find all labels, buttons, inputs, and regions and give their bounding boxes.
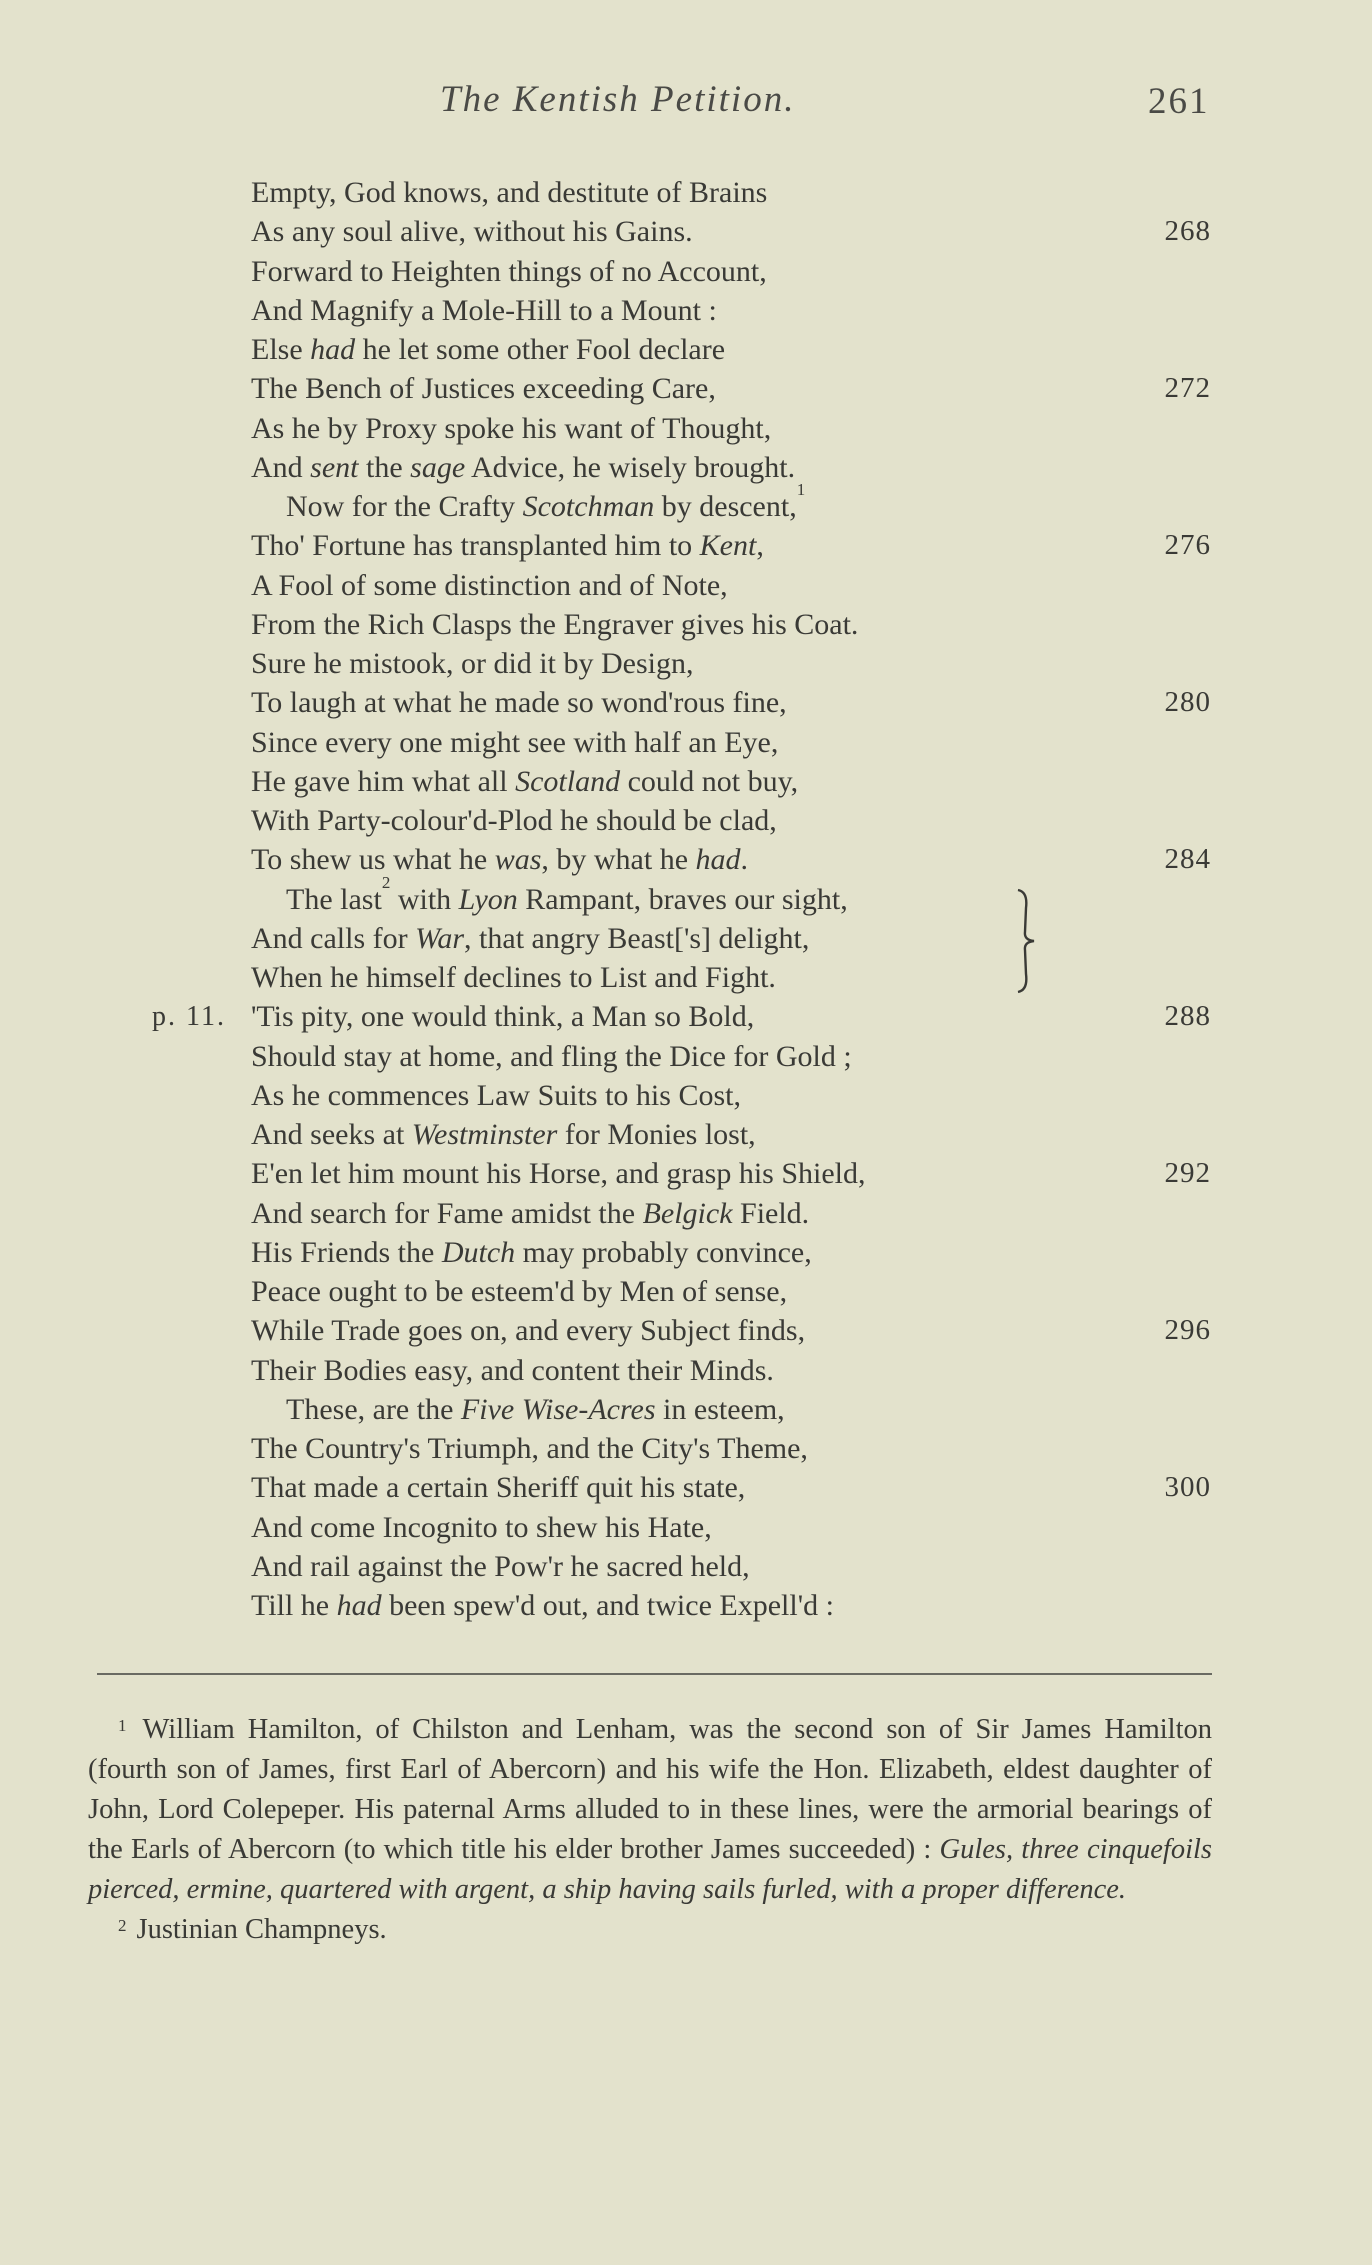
poem-line-text: Peace ought to be esteem'd by Men of sense, [251,1275,788,1308]
poem-line-text: Now for the Crafty Scotchman by descent,$^1$ [286,480,806,523]
poem-line-text: The Bench of Justices exceeding Care, [251,372,716,406]
poem-line-text: Should stay at home, and fling the Dice for Gold ; [251,1039,852,1073]
poem-line [0,958,1372,997]
poem-line [0,605,1372,644]
poem-line-text: And calls for War, that angry Beast['s] delight, [251,921,810,955]
margin-page-reference: p. 11. [152,1001,226,1033]
poem-line-text: From the Rich Clasps the Engraver gives his Coat. [251,607,859,641]
footnote-text: William Hamilton, of Chilston and Lenham, was the second son of Sir James Hamilton (fourth son of James, first Earl of Abercorn) and his wife the Hon. Elizabeth, eldest daughter of John, Lord Colepeper. His paternal Arms alluded to in these lines, were the armorial bearings of the Earls of Abercorn (to which title his elder brother James succeeded) : [88,1714,1212,1865]
footnote-2 [88,1910,1212,1950]
right-brace-icon [1014,888,1040,994]
poem-line-text: Empty, God knows, and destitute of Brains [251,176,768,209]
poem-line-text: To laugh at what he made so wond'rous fine, [251,686,787,720]
footnote-1 [88,1710,1212,1910]
poem-line-text: And seeks at Westminster for Monies lost, [251,1118,756,1151]
poem-line-text: As he commences Law Suits to his Cost, [251,1078,741,1112]
poem-line-text: The last$^2$ with Lyon Rampant, braves our sight, [286,872,848,916]
poem-line [0,919,1372,958]
poem-line [0,1194,1372,1233]
line-number: 280 [1164,686,1211,719]
line-number: 292 [1164,1157,1211,1190]
poem-line [0,1351,1372,1390]
poem-line-text: As he by Proxy spoke his want of Thought, [251,411,772,445]
footnote-marker: 2 [118,1916,127,1935]
poem-line-text: And sent the sage Advice, he wisely brought. [251,450,796,484]
poem-line [0,1115,1372,1154]
line-number: 272 [1164,372,1211,405]
poem-line [0,1311,1372,1350]
footnote-blazon: Gules, three cinquefoils pierced, ermine, quartered with argent, a ship having sails furled, with a proper difference. [88,1834,1213,1905]
line-number: 276 [1164,529,1211,562]
poem-line [0,291,1372,330]
poem-line-text: And search for Fame amidst the Belgick Field. [251,1196,810,1230]
poem-line-text: The Country's Triumph, and the City's Theme, [251,1432,808,1465]
running-head-title: The Kentish Petition. [440,79,796,120]
poem-line [0,1390,1372,1429]
poem-line-text: To shew us what he was, by what he had. [251,843,749,877]
poem-line [0,566,1372,605]
poem-line-text: Forward to Heighten things of no Account, [251,254,767,288]
poem-line-text: And rail against the Pow'r he sacred held, [251,1549,750,1583]
poem-line-text: A Fool of some distinction and of Note, [251,568,728,602]
poem-line [0,480,1372,526]
poem-line-text: And come Incognito to shew his Hate, [251,1510,712,1544]
footnotes [88,1710,1212,1950]
poem-line [0,762,1372,801]
poem-line-text: With Party-colour'd-Plod he should be clad, [251,804,777,837]
page-number: 261 [1148,81,1210,122]
poem-line-text: Till he had been spew'd out, and twice Expell'd : [251,1589,834,1622]
poem-line-text: 'Tis pity, one would think, a Man so Bold, [251,1000,755,1034]
poem-line [0,1547,1372,1586]
poem-line [0,369,1372,408]
poem-body [0,173,1372,1625]
poem-line [0,173,1372,212]
line-number: 268 [1164,215,1211,248]
footnote-divider [97,1673,1212,1675]
poem-line [0,448,1372,487]
poem-line [0,526,1372,565]
footnote-marker: 1 [118,1716,127,1735]
line-number: 284 [1164,843,1211,876]
poem-line [0,801,1372,840]
poem-line [0,1076,1372,1115]
poem-line-text: And Magnify a Mole-Hill to a Mount : [251,293,717,327]
poem-line-text: These, are the Five Wise-Acres in esteem, [286,1392,785,1426]
poem-line [0,1429,1372,1468]
line-number: 288 [1164,1000,1211,1033]
poem-line-text: That made a certain Sheriff quit his state, [251,1471,746,1505]
line-number: 296 [1164,1314,1211,1347]
poem-line-text: He gave him what all Scotland could not buy, [251,764,799,798]
poem-line-text: His Friends the Dutch may probably convince, [251,1235,812,1269]
poem-line-text: Since every one might see with half an Eye, [251,725,779,759]
poem-line-text: Tho' Fortune has transplanted him to Kent, [251,529,764,563]
poem-line [0,723,1372,762]
poem-line [0,1508,1372,1547]
poem-line [0,409,1372,448]
poem-line-text: Their Bodies easy, and content their Minds. [251,1353,774,1387]
poem-line [0,683,1372,722]
poem-line [0,1154,1372,1193]
poem-line [0,330,1372,369]
poem-line [0,1272,1372,1311]
poem-line [0,840,1372,879]
line-number: 300 [1164,1471,1211,1504]
poem-line [0,252,1372,291]
footnote-text: Justinian Champneys. [136,1914,387,1945]
poem-line [0,997,1372,1036]
poem-line [0,872,1372,919]
poem-line-text: While Trade goes on, and every Subject finds, [251,1314,806,1348]
poem-line-text: Sure he mistook, or did it by Design, [251,647,694,680]
poem-line [0,644,1372,683]
poem-line [0,212,1372,251]
poem-line-text: As any soul alive, without his Gains. [251,215,693,249]
poem-line [0,1468,1372,1507]
poem-line [0,1037,1372,1076]
poem-line-text: E'en let him mount his Horse, and grasp his Shield, [251,1157,866,1191]
poem-line [0,1233,1372,1272]
poem-line-text: Else had he let some other Fool declare [251,333,726,366]
poem-line-text: When he himself declines to List and Fight. [251,961,776,994]
poem-line [0,1586,1372,1625]
